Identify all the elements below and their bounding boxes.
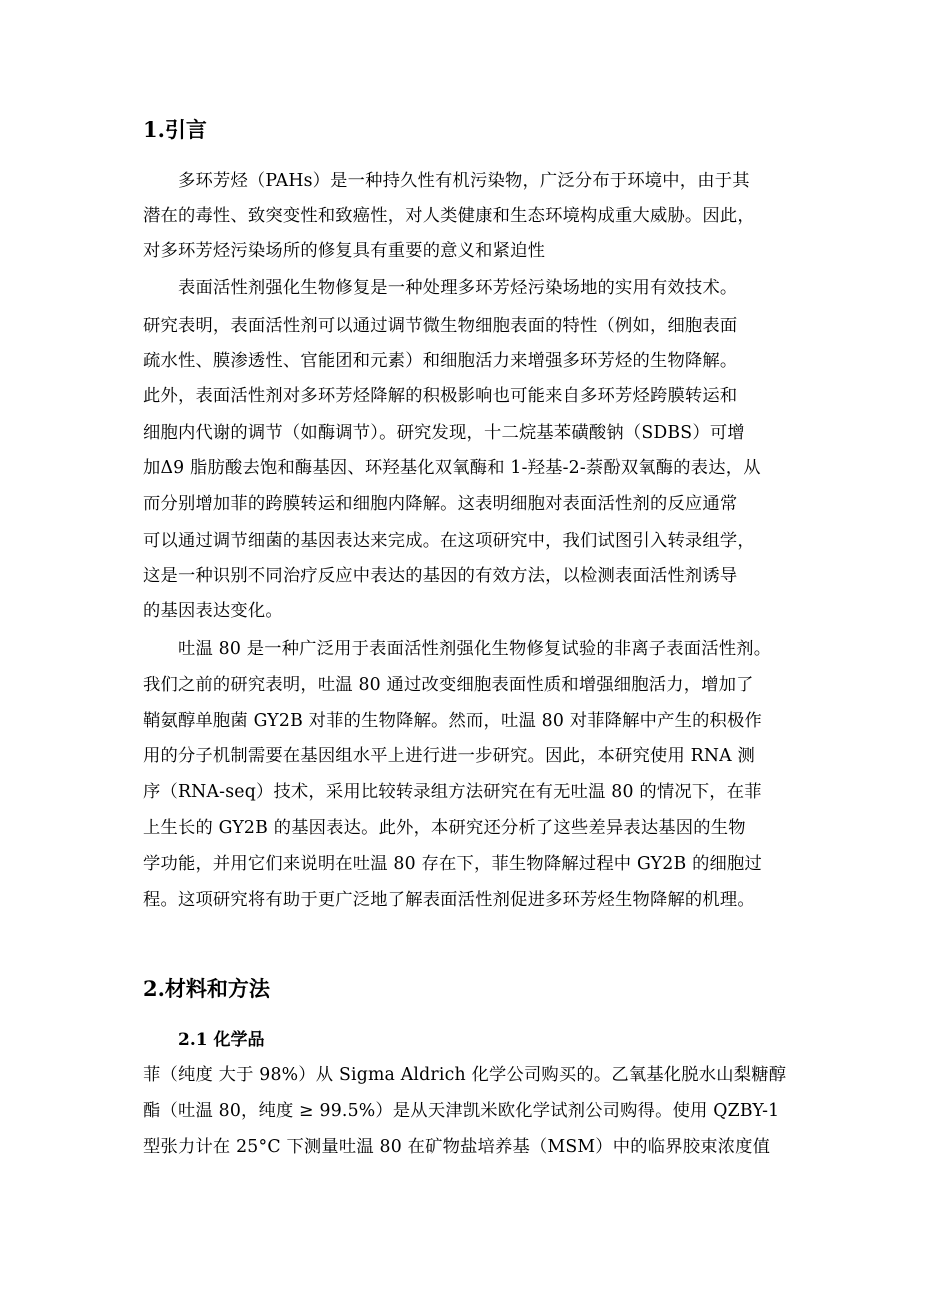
p2-line-9: 这是一种识别不同治疗反应中表达的基因的有效方法，以检测表面活性剂诱导 <box>143 566 738 586</box>
p1-line-1: 多环芳烃（PAHs）是一种持久性有机污染物，广泛分布于环境中，由于其 <box>178 171 750 191</box>
p2-line-6: 加Δ9 脂肪酸去饱和酶基因、环羟基化双氧酶和 1-羟基-2-萘酚双氧酶的表达，从 <box>143 458 761 478</box>
s21-line-3: 型张力计在 25°C 下测量吐温 80 在矿物盐培养基（MSM）中的临界胶束浓度值 <box>143 1137 771 1157</box>
p3-line-4: 用的分子机制需要在基因组水平上进行进一步研究。因此，本研究使用 RNA 测 <box>143 746 756 766</box>
p2-line-7: 而分别增加菲的跨膜转运和细胞内降解。这表明细胞对表面活性剂的反应通常 <box>143 494 738 514</box>
p2-line-10: 的基因表达变化。 <box>143 601 283 621</box>
p3-line-7: 学功能，并用它们来说明在吐温 80 存在下，菲生物降解过程中 GY2B 的细胞过 <box>143 854 763 874</box>
p3-line-1: 吐温 80 是一种广泛用于表面活性剂强化生物修复试验的非离子表面活性剂。 <box>178 639 772 659</box>
p1-line-2: 潜在的毒性、致突变性和致癌性，对人类健康和生态环境构成重大威胁。因此， <box>143 206 755 226</box>
p2-line-3: 疏水性、膜渗透性、官能团和元素）和细胞活力来增强多环芳烃的生物降解。 <box>143 351 738 371</box>
p2-line-2: 研究表明，表面活性剂可以通过调节微生物细胞表面的特性（例如，细胞表面 <box>143 316 738 336</box>
p3-line-3: 鞘氨醇单胞菌 GY2B 对菲的生物降解。然而，吐温 80 对菲降解中产生的积极作 <box>143 711 763 731</box>
p2-line-8: 可以通过调节细菌的基因表达来完成。在这项研究中，我们试图引入转录组学， <box>143 531 755 551</box>
subsection-2-1-heading: 2.1 化学品 <box>178 1030 265 1050</box>
section-1-heading: 1.引言 <box>143 117 207 142</box>
p3-line-8: 程。这项研究将有助于更广泛地了解表面活性剂促进多环芳烃生物降解的机理。 <box>143 890 755 910</box>
p3-line-2: 我们之前的研究表明，吐温 80 通过改变细胞表面性质和增强细胞活力，增加了 <box>143 675 754 695</box>
p2-line-5: 细胞内代谢的调节（如酶调节）。研究发现，十二烷基苯磺酸钠（SDBS）可增 <box>143 423 745 443</box>
s21-line-1: 菲（纯度 大于 98%）从 Sigma Aldrich 化学公司购买的。乙氧基化脱水山梨糖醇 <box>143 1065 787 1085</box>
p3-line-6: 上生长的 GY2B 的基因表达。此外，本研究还分析了这些差异表达基因的生物 <box>143 818 746 838</box>
p2-line-4: 此外，表面活性剂对多环芳烃降解的积极影响也可能来自多环芳烃跨膜转运和 <box>143 386 738 406</box>
p1-line-3: 对多环芳烃污染场所的修复具有重要的意义和紧迫性 <box>143 241 546 261</box>
p3-line-5: 序（RNA-seq）技术，采用比较转录组方法研究在有无吐温 80 的情况下，在菲 <box>143 782 762 802</box>
p2-line-1: 表面活性剂强化生物修复是一种处理多环芳烃污染场地的实用有效技术。 <box>178 278 738 298</box>
s21-line-2: 酯（吐温 80，纯度 ≥ 99.5%）是从天津凯米欧化学试剂公司购得。使用 QZBY-1 <box>143 1101 780 1121</box>
section-2-heading: 2.材料和方法 <box>143 976 270 1001</box>
